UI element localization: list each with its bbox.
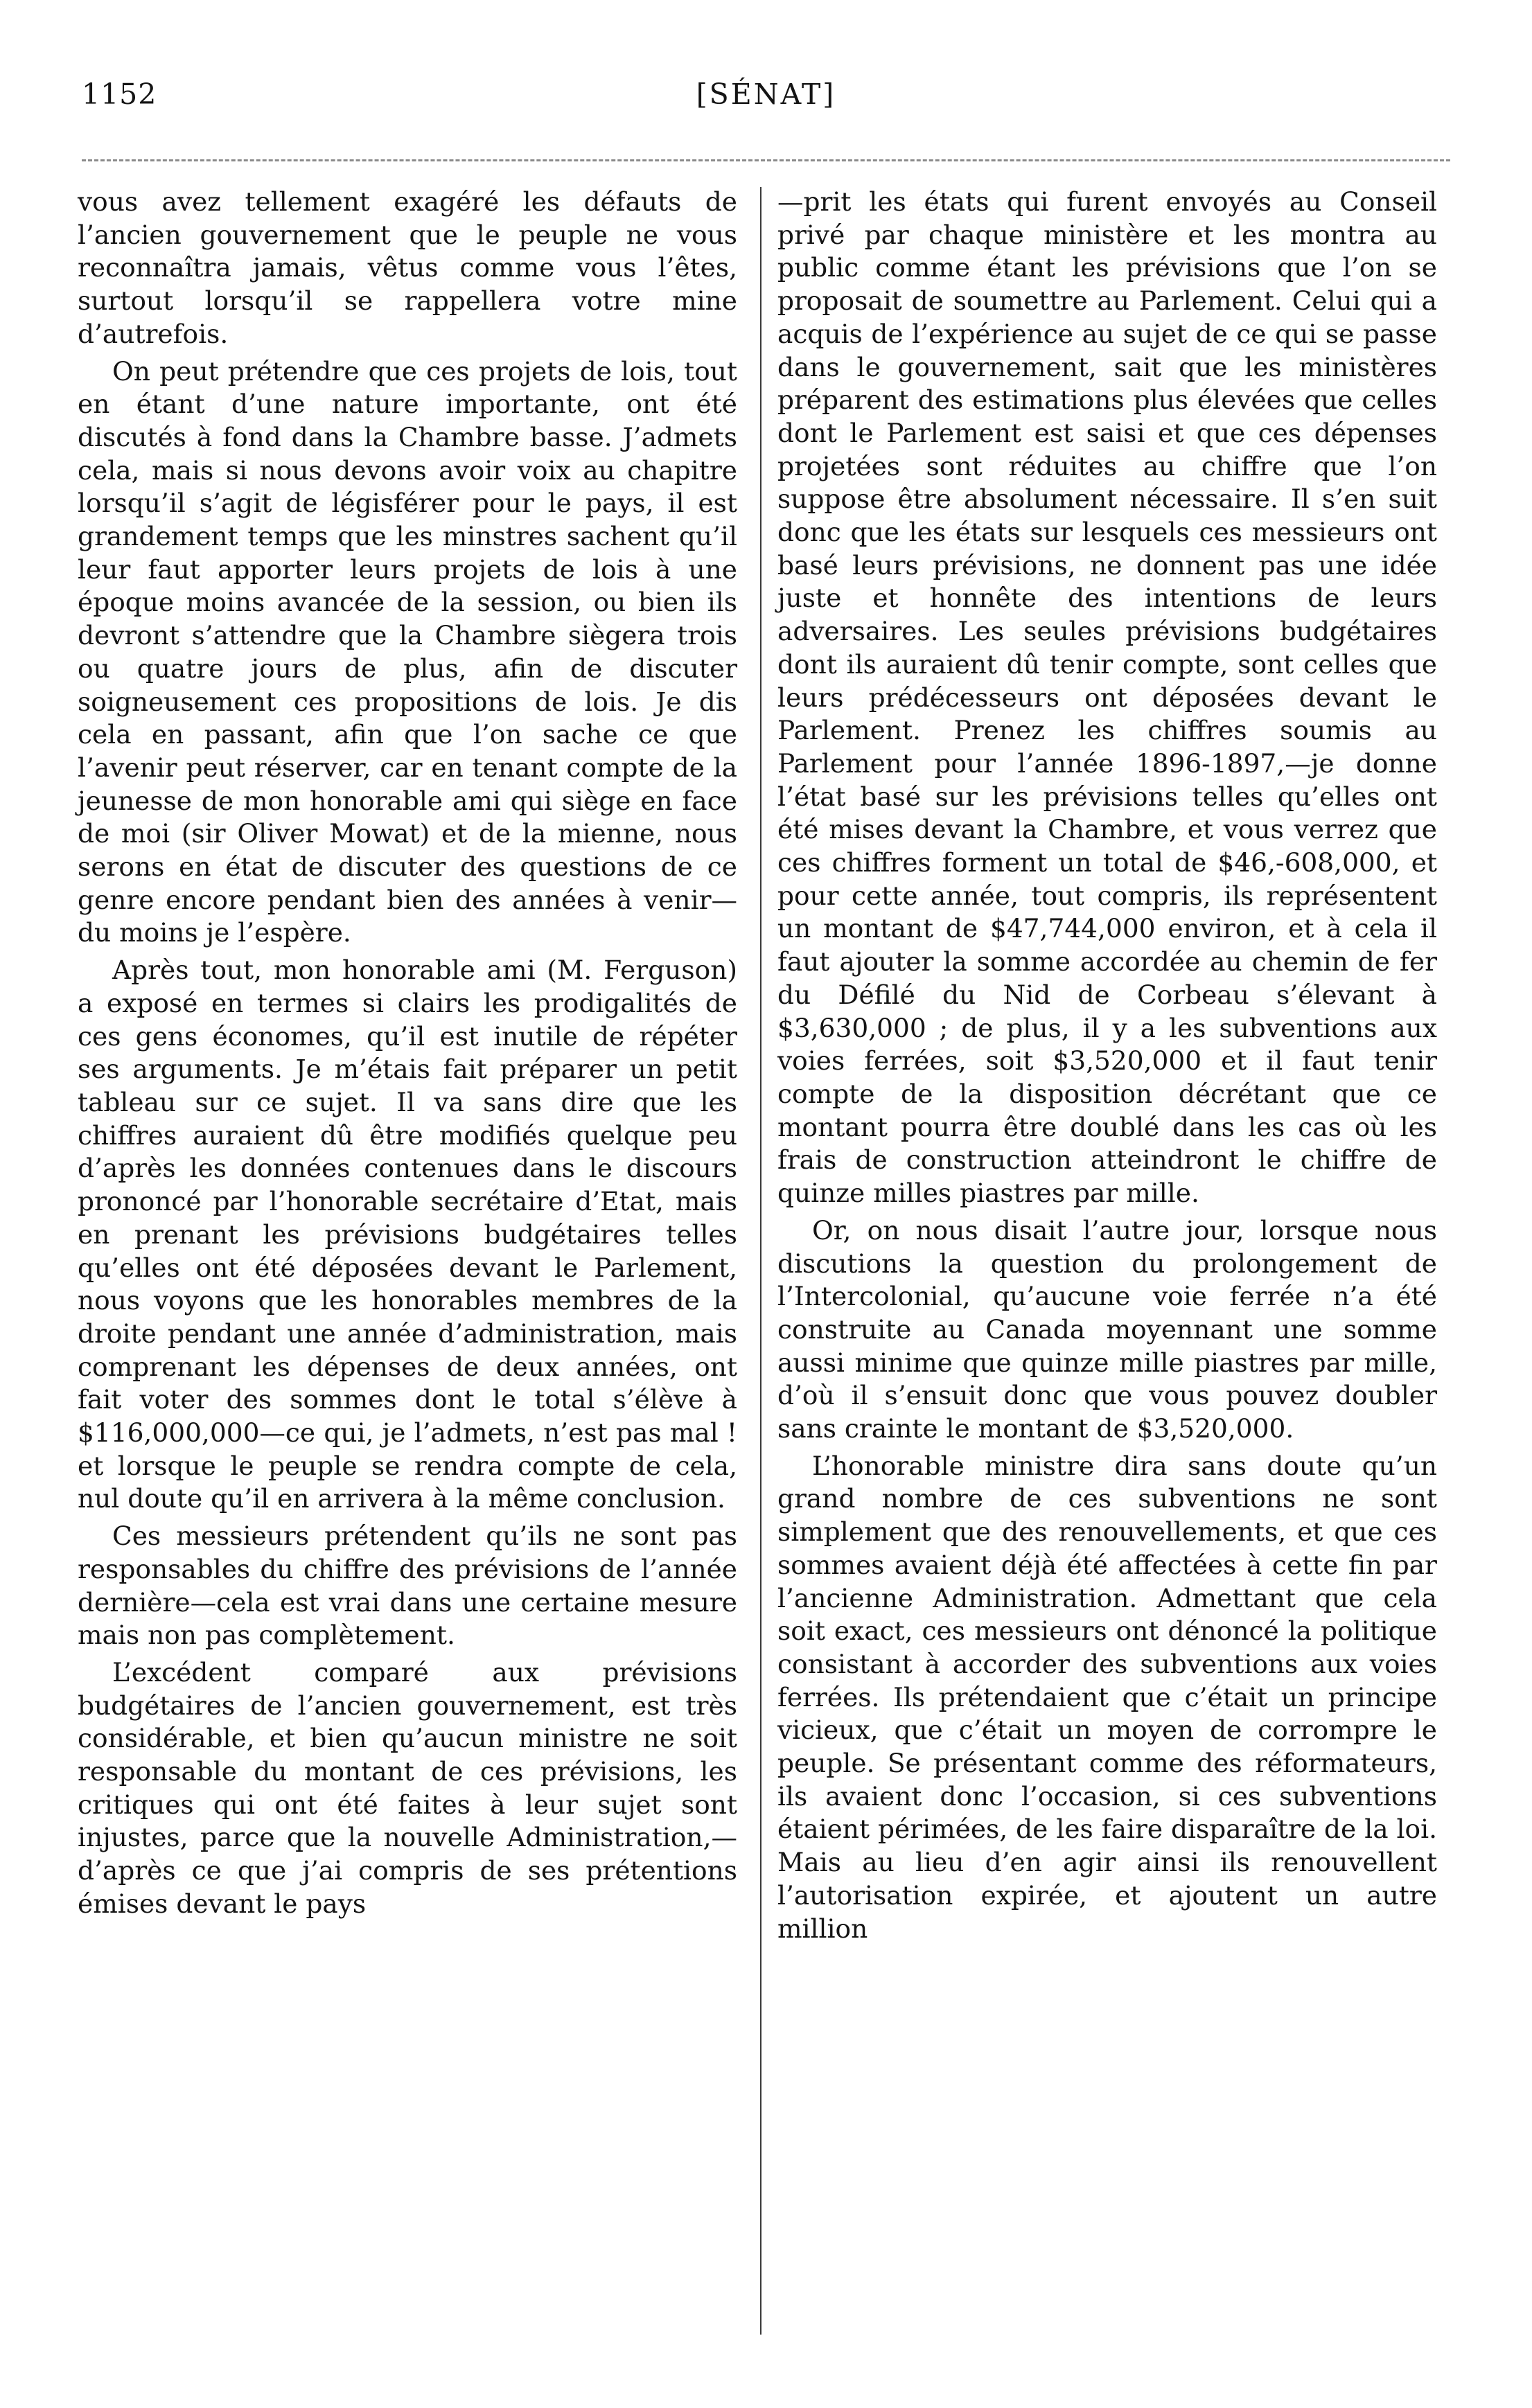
left-column	[78, 186, 737, 1921]
paragraph: Or, on nous disait l’autre jour, lorsque nous discutions la question du prolongement de l’Intercolonial, qu’aucune voie ferrée n’a été construite au Canada moyennant une somme aussi minime que quinze mille piastres par mille, d’où il s’ensuit donc que vous pouvez doubler sans crainte le montant de $3,520,000.	[777, 1214, 1437, 1444]
right-column	[777, 186, 1437, 1945]
paragraph: L’honorable ministre dira sans doute qu’un grand nombre de ces subventions ne sont simplement que des renouvellements, et que ces sommes avaient déjà été affectées à cette fin par l’ancienne Administration. Admettant que cela soit exact, ces messieurs ont dénoncé la politique consistant à accorder des subventions aux voies ferrées. Ils prétendaient que c’était un principe vicieux, que c’était un moyen de corrompre le peuple. Se présentant comme des réformateurs, ils avaient donc l’occasion, si ces subventions étaient périmées, de les faire disparaître de la loi. Mais au lieu d’en agir ainsi ils renouvellent l’autorisation expirée, et ajoutent un autre million	[777, 1450, 1437, 1944]
paragraph: vous avez tellement exagéré les défauts de l’ancien gouvernement que le peuple ne vous reconnaîtra jamais, vêtus comme vous l’êtes, surtout lorsqu’il se rappellera votre mine d’autrefois.	[78, 186, 737, 349]
paragraph: On peut prétendre que ces projets de lois, tout en étant d’une nature importante, ont été discutés à fond dans la Chambre basse. J’admets cela, mais si nous devons avoir voix au chapitre lorsqu’il s’agit de légisférer pour le pays, il est grandement temps que les minstres sachent qu’il leur faut apporter leurs projets de lois à une époque moins avancée de la session, ou bien ils devront s’attendre que la Chambre siègera trois ou quatre jours de plus, afin de discuter soigneusement ces propositions de lois. Je dis cela en passant, afin que l’on sache ce que l’avenir peut réserver, car en tenant compte de la jeunesse de mon honorable ami qui siège en face de moi (sir Oliver Mowat) et de la mienne, nous serons en état de discuter des questions de ce genre encore pendant bien des années à venir—du moins je l’espère.	[78, 355, 737, 948]
running-head: [SÉNAT]	[696, 78, 836, 111]
paragraph: Après tout, mon honorable ami (M. Ferguson) a exposé en termes si clairs les prodigalités de ces gens économes, qu’il est inutile de répéter ses arguments. Je m’étais fait préparer un petit tableau sur ce sujet. Il va sans dire que les chiffres auraient dû être modifiés quelque peu d’après les données contenues dans le discours prononcé par l’honorable secrétaire d’Etat, mais en prenant les prévisions budgétaires telles qu’elles ont été déposées devant le Parlement, nous voyons que les honorables membres de la droite pendant une année d’administration, mais comprenant les dépenses de deux années, ont fait voter des sommes dont le total s’élève à $116,000,000—ce qui, je l’admets, n’est pas mal ! et lorsque le peuple se rendra compte de cela, nul doute qu’il en arrivera à la même conclusion.	[78, 955, 737, 1514]
paragraph: L’excédent comparé aux prévisions budgétaires de l’ancien gouvernement, est très considérable, et bien qu’aucun ministre ne soit responsable du montant de ces prévisions, les critiques qui ont été faites à leur sujet sont injustes, parce que la nouvelle Administration,—d’après ce que j’ai compris de ses prétentions émises devant le pays	[78, 1656, 737, 1919]
paragraph: —prit les états qui furent envoyés au Conseil privé par chaque ministère et les montra au public comme étant les prévisions que l’on se proposait de soumettre au Parlement. Celui qui a acquis de l’expérience au sujet de ce qui se passe dans le gouvernement, sait que les ministères préparent des estimations plus élevées que celles dont le Parlement est saisi et que ces dépenses projetées sont réduites au chiffre que l’on suppose être absolument nécessaire. Il s’en suit donc que les états sur lesquels ces messieurs ont basé leurs prévisions, ne donnent pas une idée juste et honnête des intentions de leurs adversaires. Les seules prévisions budgétaires dont ils auraient dû tenir compte, sont celles que leurs prédécesseurs ont déposées devant le Parlement. Prenez les chiffres soumis au Parlement pour l’année 1896-1897,—je donne l’état basé sur les prévisions telles qu’elles ont été mises devant la Chambre, et vous verrez que ces chiffres forment un total de $46,-608,000, et pour cette année, tout compris, ils représentent un montant de $47,744,000 environ, et à cela il faut ajouter la somme accordée au chemin de fer du Défilé du Nid de Corbeau s’élevant à $3,630,000 ; de plus, il y a les subventions aux voies ferrées, soit $3,520,000 et il faut tenir compte de la disposition décrétant que ce montant pourra être doublé dans les cas où les frais de construction atteindront le chiffre de quinze milles piastres par mille.	[777, 186, 1437, 1209]
header-rule	[82, 159, 1450, 161]
page-header	[82, 78, 1450, 133]
paragraph: Ces messieurs prétendent qu’ils ne sont pas responsables du chiffre des prévisions de l’année dernière—cela est vrai dans une certaine mesure mais non pas complètement.	[78, 1521, 737, 1651]
page-number: 1152	[82, 78, 157, 111]
column-divider	[760, 187, 761, 2335]
